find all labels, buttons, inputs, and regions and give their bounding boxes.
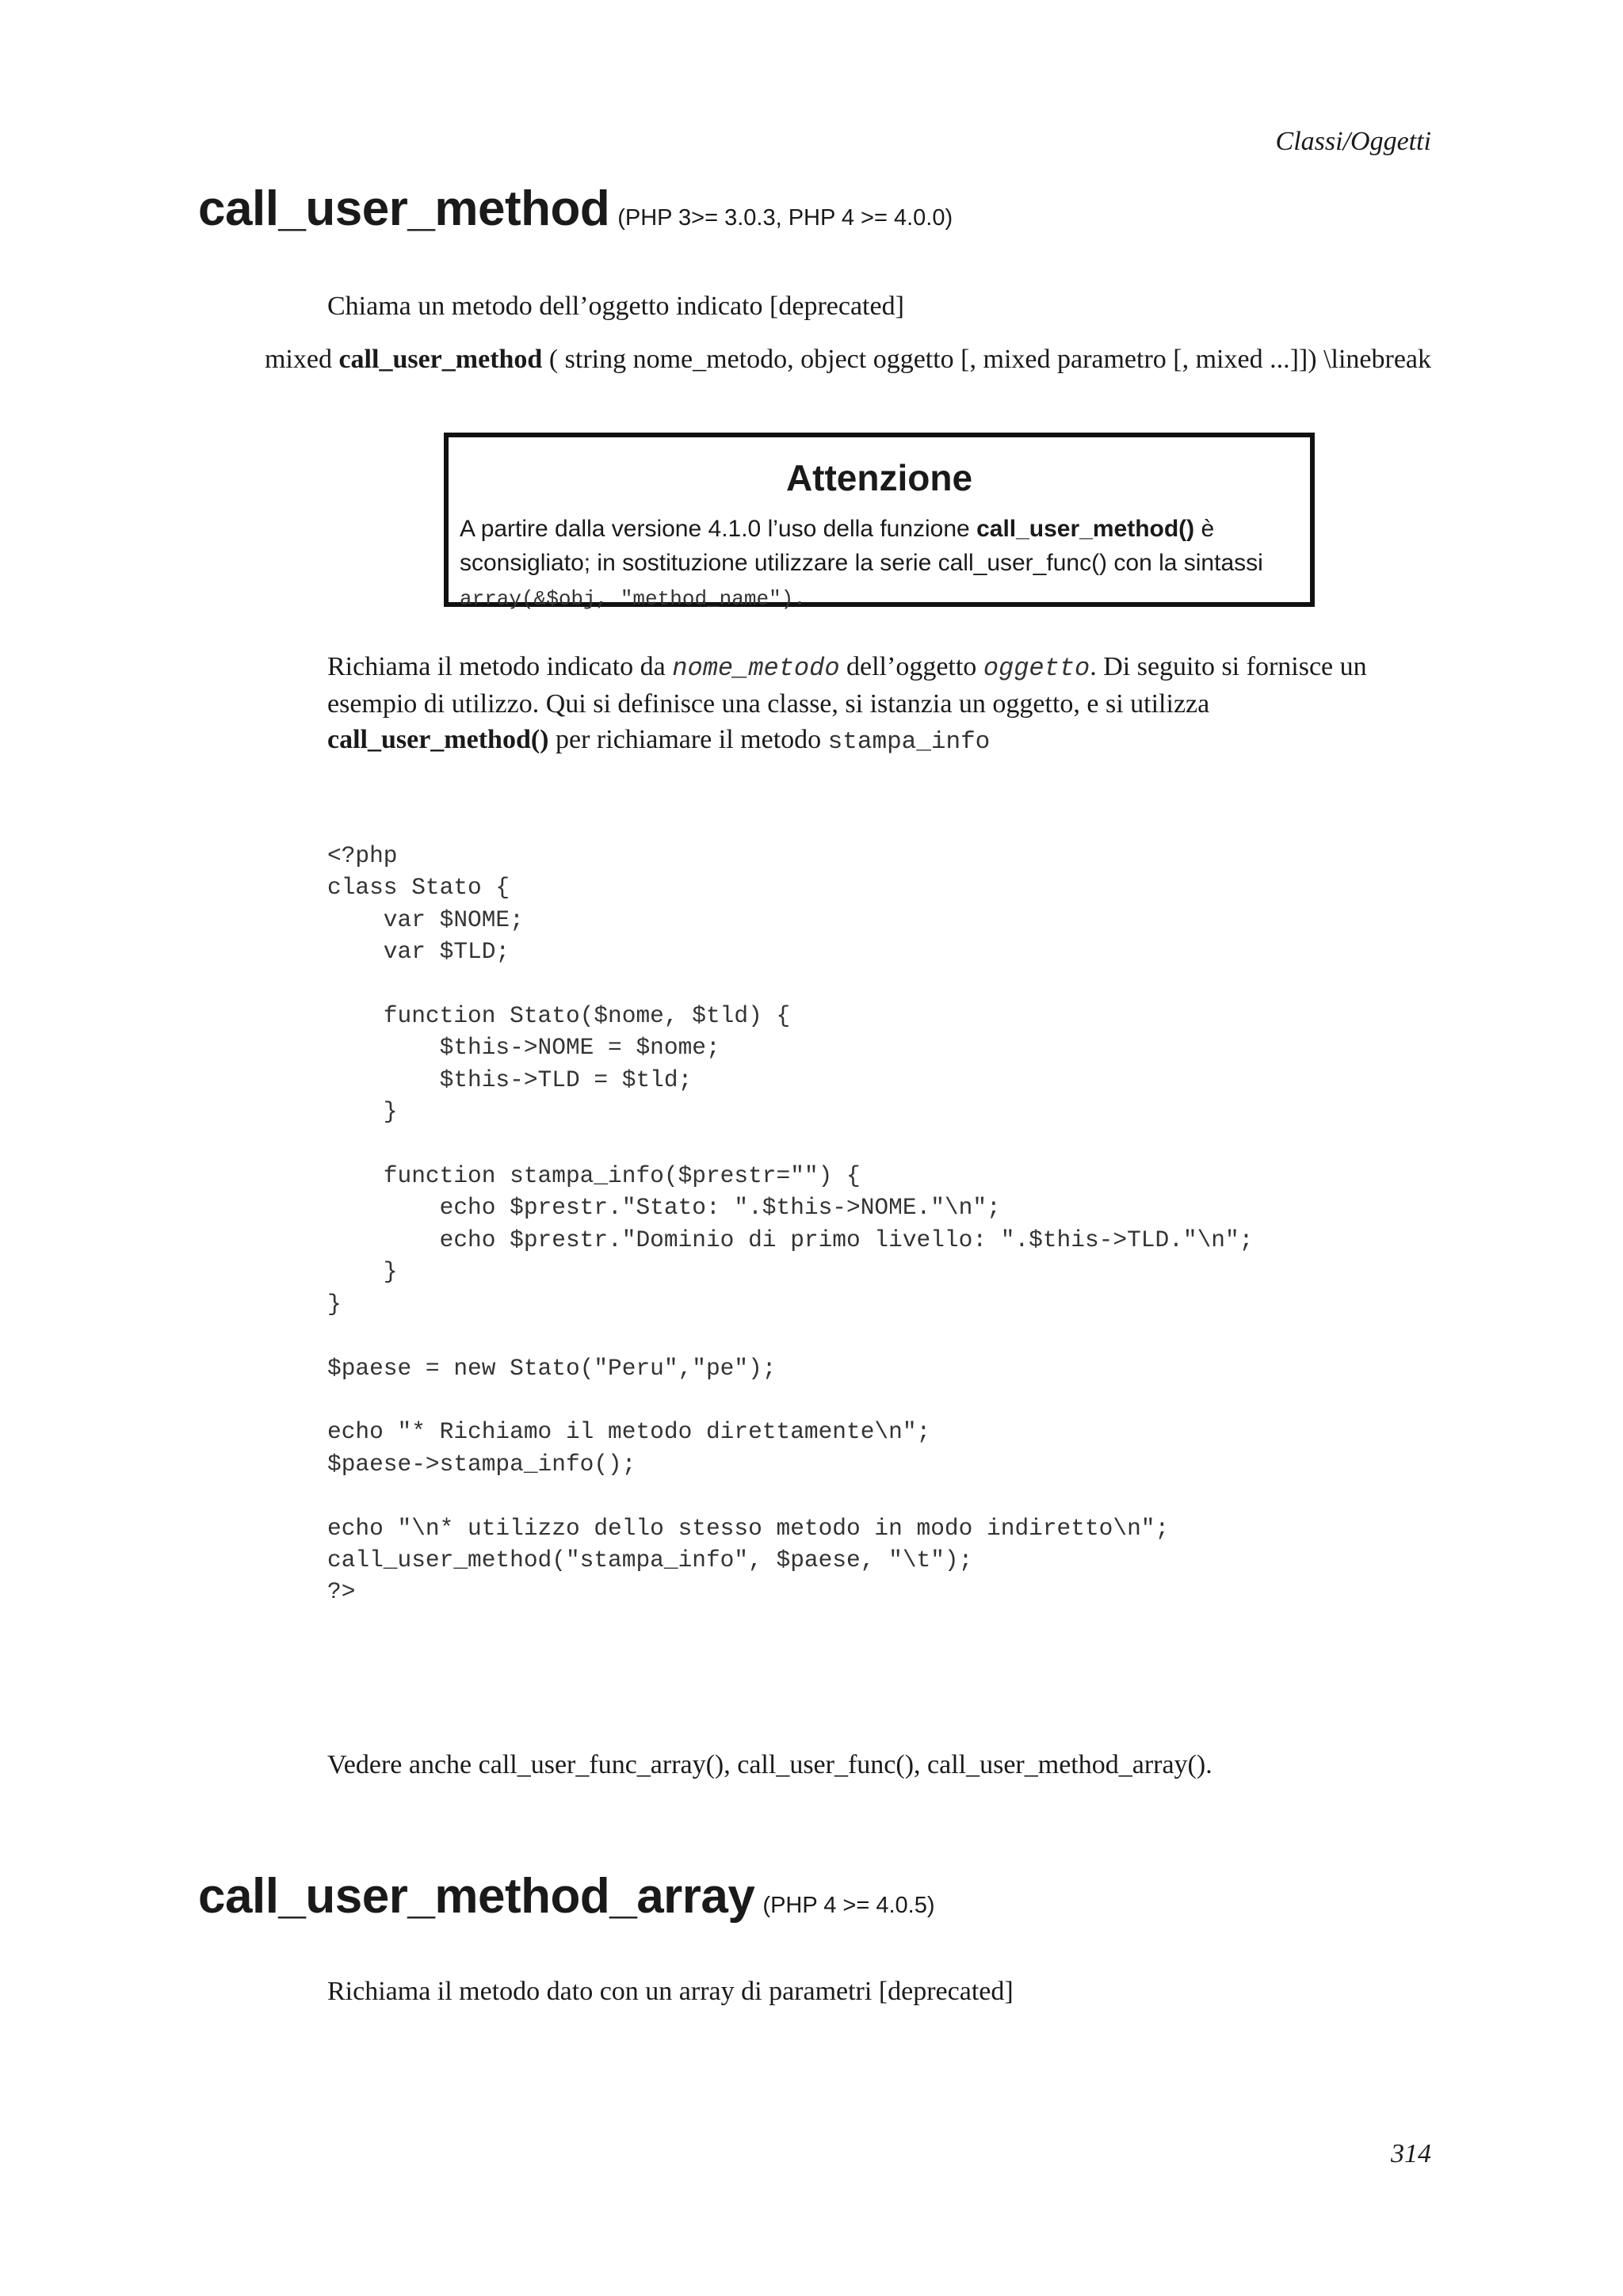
function-summary: Richiama il metodo dato con un array di parametri [deprecated] (327, 1977, 1014, 2006)
warning-code: array(&$obj, "method_name"). (460, 587, 806, 611)
running-header: Classi/Oggetti (1275, 127, 1431, 156)
see-also: Vedere anche call_user_func_array(), call_user_func(), call_user_method_array(). (327, 1750, 1212, 1779)
description-text: dell’oggetto (839, 652, 983, 681)
warning-function-name: call_user_method() (976, 516, 1195, 542)
warning-box (444, 433, 1315, 611)
warning-title: Attenzione (785, 457, 973, 498)
function-version: (PHP 4 >= 4.0.5) (762, 1893, 935, 1918)
description-text: per richiamare il metodo (548, 725, 828, 754)
function-name: call_user_method (198, 181, 610, 236)
code-example: <?php class Stato { var $NOME; var $TLD; function Stato($nome, $tld) { $this->NOME = $nome; $this->TLD = $tld; } function stampa_info($prestr="") { echo $prestr."Stato: ".$this->NOME."\n"; echo $prestr."Dominio di primo livello: ".$this->TLD."\n"; } } $paese = new Stato("Peru","pe"); echo "* Richiamo il metodo direttamente\n"; $paese->stampa_info(); echo "\n* utilizzo dello stesso metodo in modo indiretto\n"; call_user_method("stampa_info", $paese, "\t"); ?> (327, 842, 1254, 1606)
function-heading-call-user-method-array (198, 1868, 935, 1924)
function-description (327, 649, 1437, 760)
function-name: call_user_method_array (198, 1869, 755, 1924)
function-summary: Chiama un metodo dell’oggetto indicato [deprecated] (327, 292, 904, 321)
warning-text-part: A partire dalla versione 4.1.0 l’uso della funzione (460, 516, 977, 542)
warning-text-part: è sconsigliato; in sostituzione utilizzare la serie call_user_func() con la sintassi (460, 516, 1263, 576)
warning-text (460, 512, 1308, 616)
function-version: (PHP 3>= 3.0.3, PHP 4 >= 4.0.0) (617, 205, 953, 231)
description-function-name: call_user_method() (327, 725, 549, 754)
description-param-oggetto: oggetto (983, 654, 1090, 683)
signature-params: ( string nome_metodo, object oggetto [, mixed parametro [, mixed ...]]) \linebreak (548, 345, 1431, 374)
signature-function-name: call_user_method (338, 345, 543, 374)
signature-return-type: mixed (264, 345, 332, 374)
function-heading-call-user-method (198, 181, 953, 237)
description-param-nome-metodo: nome_metodo (672, 654, 840, 683)
page-number: 314 (1391, 2139, 1431, 2168)
function-signature (265, 345, 1431, 375)
description-text: . Di seguito si fornisce un esempio di utilizzo. Qui si definisce una classe, si istanzia un oggetto, e si utilizza (327, 652, 1367, 719)
description-method-name: stampa_info (827, 728, 991, 756)
description-text: Richiama il metodo indicato da (327, 652, 673, 681)
